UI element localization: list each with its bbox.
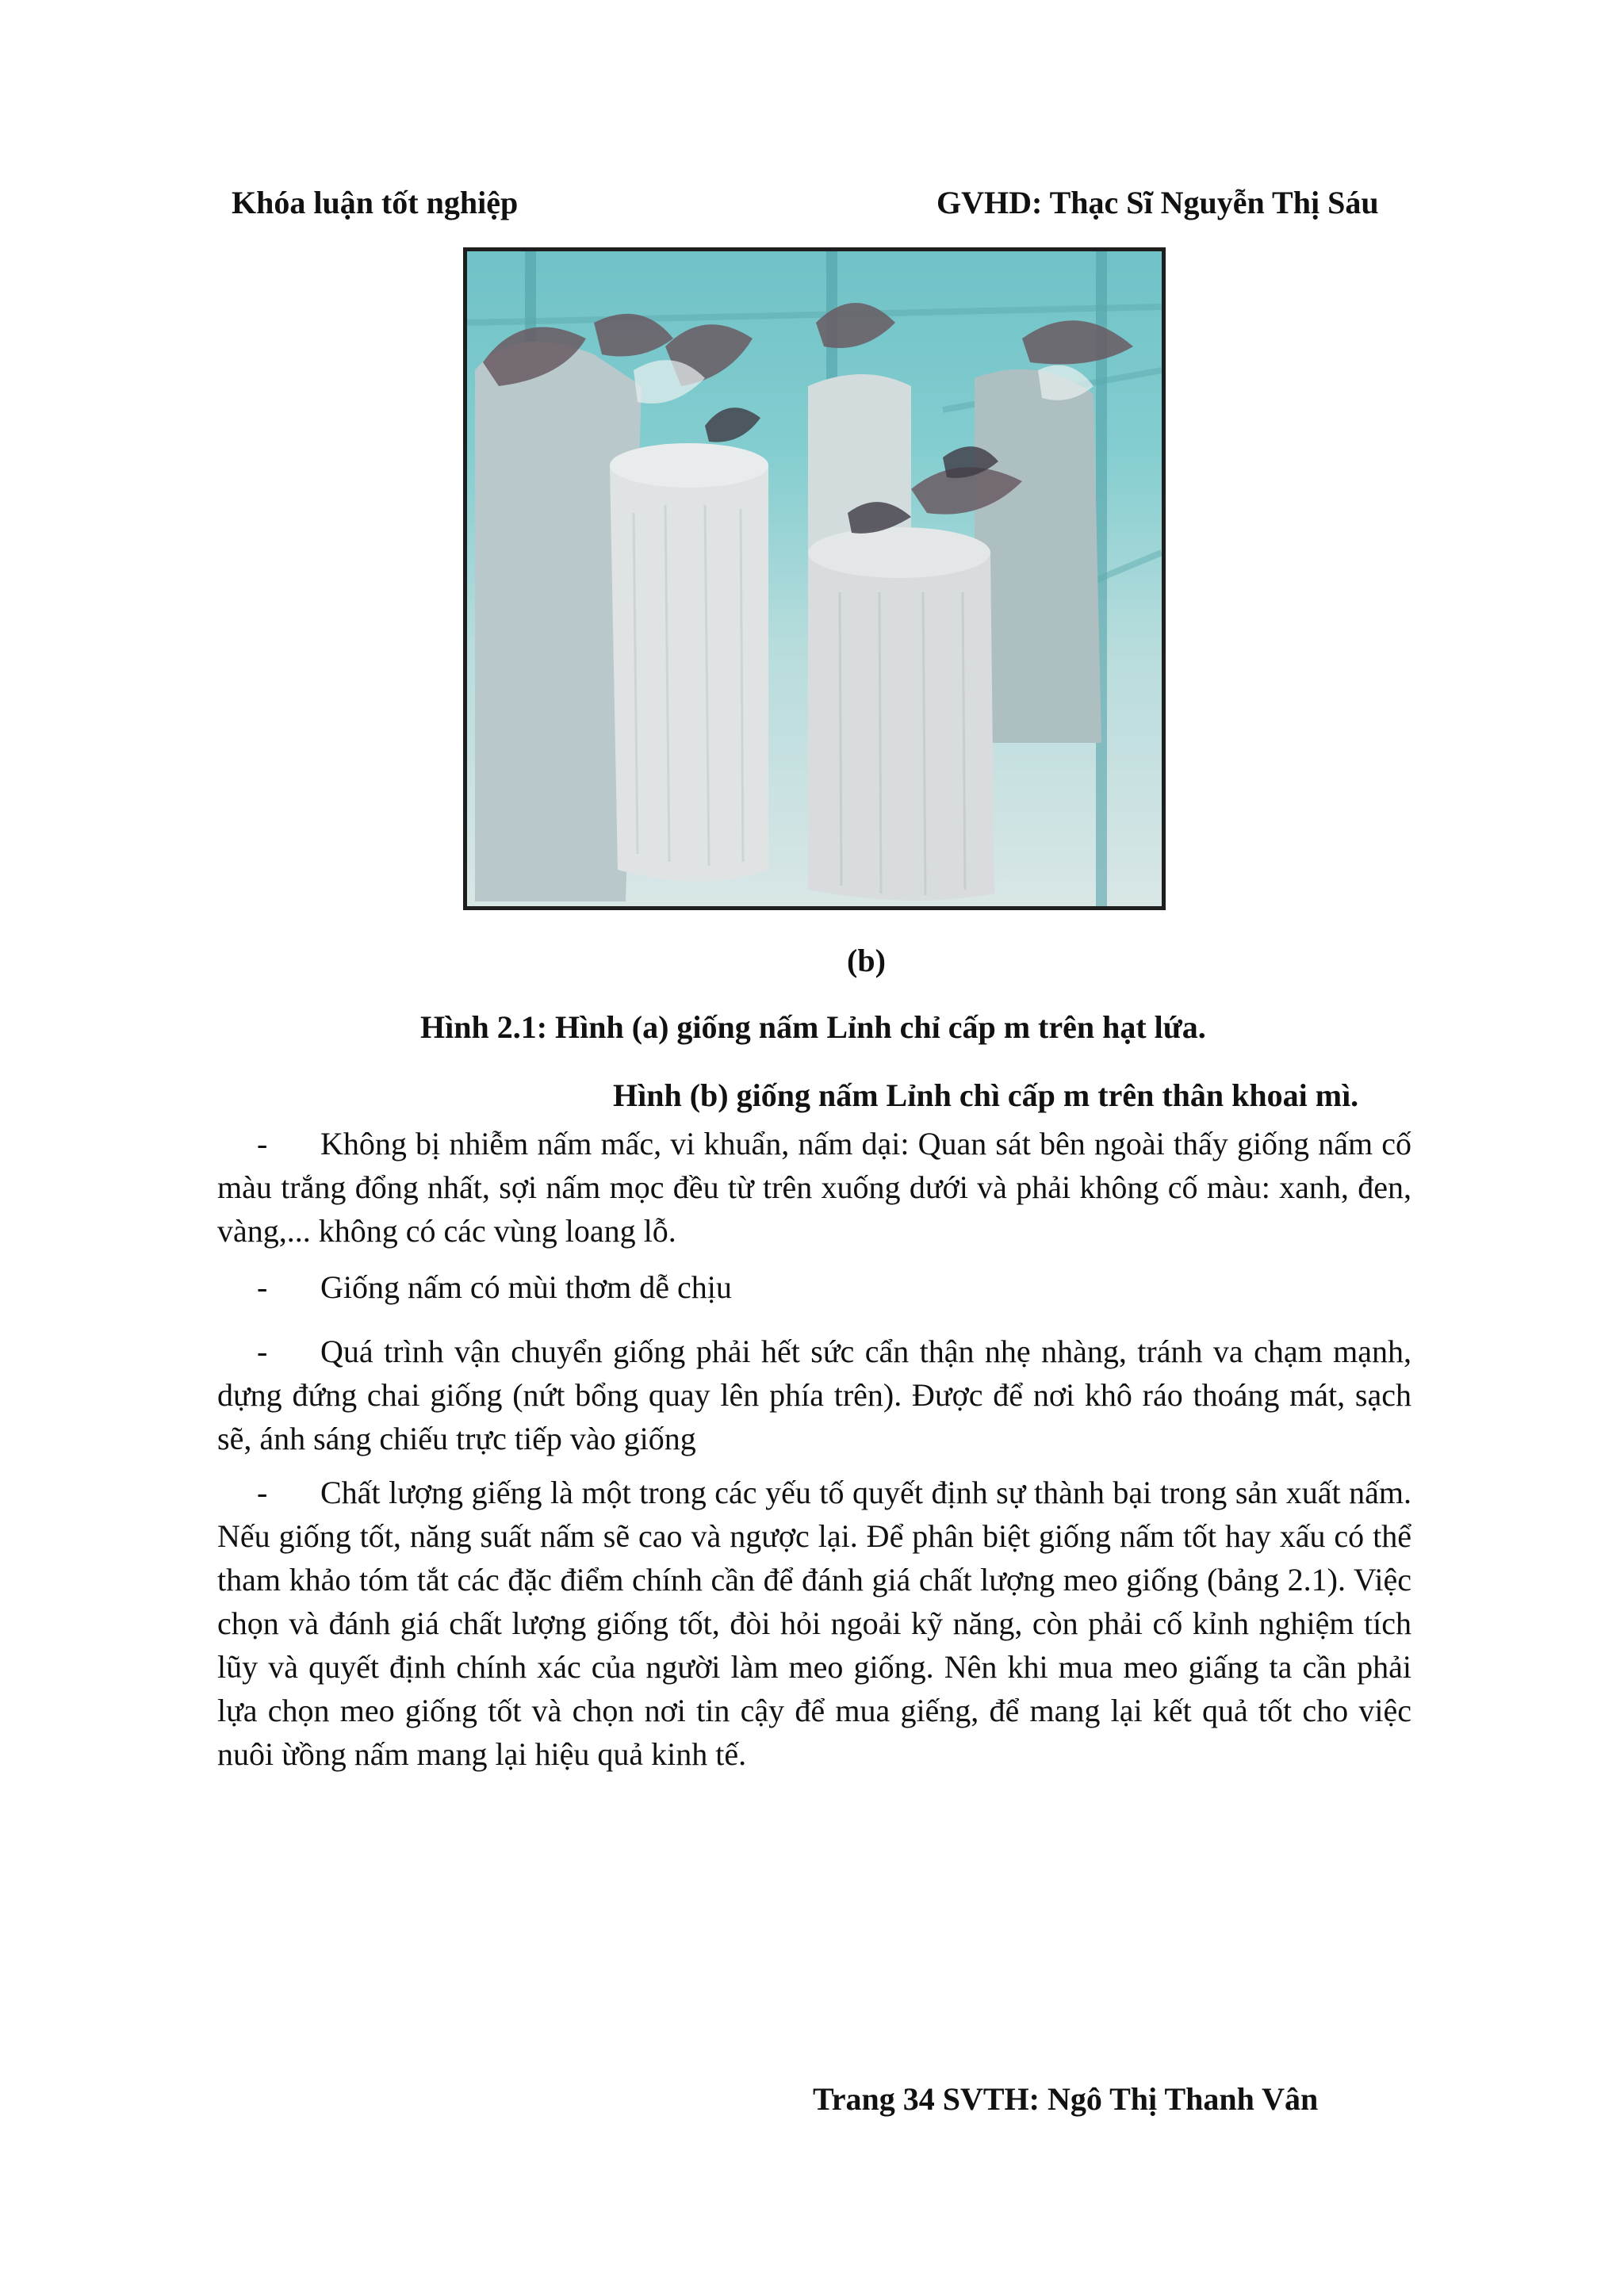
bullet-dash: - xyxy=(257,1126,268,1161)
mushroom-log-photo xyxy=(463,247,1166,910)
bullet-text: Giống nấm có mùi thơm dễ chịu xyxy=(320,1269,732,1305)
figure-sublabel: (b) xyxy=(847,943,886,978)
bullet-text: Chất lượng giếng là một trong các yếu tố quyết định sự thành bại trong sản xuất nấm. Nếu giống tốt, năng suất nấm sẽ cao và ngược lại. Để phân biệt giống nấm tốt hay xấu có thể tham khảo tóm tắt các đặc điểm chính cần để đánh giá chất lượng meo giống (bảng 2.1). Việc chọn và đánh giá chất lượng giống tốt, đòi hỏi ngoải kỹ năng, còn phải cố kỉnh nghiệm tích lũy và quyết định chính xác của người làm meo giống. Nên khi mua meo giấng ta cần phải lựa chọn meo giống tốt và chọn nơi tin cậy để mua giếng, để mang lại kết quả tốt cho việc nuôi ừồng nấm mang lại hiệu quả kinh tế. xyxy=(217,1475,1411,1772)
bullet-dash: - xyxy=(257,1269,268,1305)
header-right-advisor: GVHD: Thạc Sĩ Nguyễn Thị Sáu xyxy=(936,185,1379,220)
figure-caption-line2: Hình (b) giống nấm Lỉnh chì cấp m trên thân khoai mì. xyxy=(613,1077,1359,1113)
page-footer: Trang 34 SVTH: Ngô Thị Thanh Vân xyxy=(813,2081,1319,2117)
bullet-item xyxy=(217,1122,1411,1253)
bullet-dash: - xyxy=(257,1475,268,1510)
bullet-item xyxy=(217,1471,1411,1776)
bullet-item xyxy=(217,1330,1411,1460)
bullet-text: Quá trình vận chuyển giống phải hết sức cẩn thận nhẹ nhàng, tránh va chạm mạnh, dựng đứng chai giống (nứt bổng quay lên phía trên). Được để nơi khô ráo thoáng mát, sạch sẽ, ánh sáng chiếu trực tiếp vào giống xyxy=(217,1334,1411,1456)
figure-caption-line1: Hình 2.1: Hình (a) giống nấm Lỉnh chỉ cấp m trên hạt lứa. xyxy=(420,1009,1206,1045)
bullet-text: Không bị nhiễm nấm mấc, vi khuẩn, nấm dại: Quan sát bên ngoài thấy giống nấm cố màu trắng đổng nhất, sợi nấm mọc đều từ trên xuống dưới và phải không cố màu: xanh, đen, vàng,... không có các vùng loang lỗ. xyxy=(217,1126,1411,1249)
header-left-title: Khóa luận tốt nghiệp xyxy=(232,185,519,220)
bullet-item xyxy=(217,1265,1411,1309)
bullet-dash: - xyxy=(257,1334,268,1369)
